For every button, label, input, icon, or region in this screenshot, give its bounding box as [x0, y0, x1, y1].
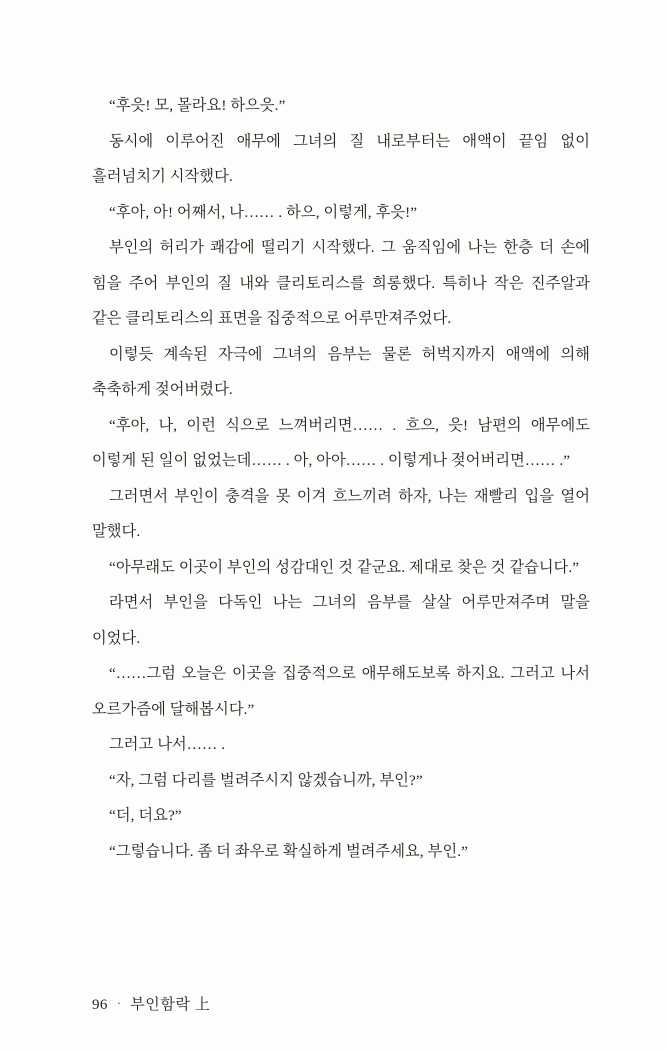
page-number: 96	[92, 997, 108, 1013]
paragraph: “아무래도 이곳이 부인의 성감대인 것 같군요. 제대로 찾은 것 같습니다.”	[109, 558, 580, 576]
paragraph: 부인의 허리가 쾌감에 떨리기 시작했다. 그 움직임에 나는 한층 더 손에 힘을 주어 부인의 질 내와 클리토리스를 희롱했다. 특히나 작은 진주알과 같은 클리토리스의 표면을 집중적으로 어루만져주었다.	[92, 239, 590, 327]
paragraph: 그러고 나서…… .	[109, 736, 226, 753]
footer-separator: ·	[116, 996, 122, 1010]
paragraph: 그러면서 부인이 충격을 못 이겨 흐느끼려 하자, 나는 재빨리 입을 열어 말했다.	[92, 487, 590, 540]
paragraph: 동시에 이루어진 애무에 그녀의 질 내로부터는 애액이 끝임 없이 흘러넘치기 시작했다.	[92, 132, 590, 185]
page-footer	[92, 993, 211, 1014]
page-body	[92, 88, 590, 869]
paragraph: “그렇습니다. 좀 더 좌우로 확실하게 벌려주세요, 부인.”	[109, 842, 468, 860]
paragraph: “……그럼 오늘은 이곳을 집중적으로 애무해도보록 하지요. 그러고 나서 오르가즘에 달해봅시다.”	[92, 665, 590, 718]
paragraph: “후읏! 모, 몰라요! 하으읏.”	[109, 97, 286, 114]
paragraph: “더, 더요?”	[109, 807, 182, 824]
paragraph: “자, 그럼 다리를 벌려주시지 않겠습니까, 부인?”	[109, 771, 423, 789]
paragraph: “후아, 나, 이런 식으로 느껴버리면…… . 흐으, 읏! 남편의 애무에도 이렇게 된 일이 없었는데…… . 아, 아아…… . 이렇게나 젖어버리면…… .”	[92, 416, 590, 469]
footer-book-title: 부인함락 上	[130, 997, 211, 1013]
paragraph: 라면서 부인을 다독인 나는 그녀의 음부를 살살 어루만져주며 말을 이었다.	[92, 594, 590, 647]
paragraph: “후아, 아! 어째서, 나…… . 하으, 이렇게, 후읏!”	[109, 203, 418, 221]
paragraph: 이렇듯 계속된 자극에 그녀의 음부는 물론 허벅지까지 애액에 의해 축축하게 젖어버렸다.	[92, 345, 590, 398]
